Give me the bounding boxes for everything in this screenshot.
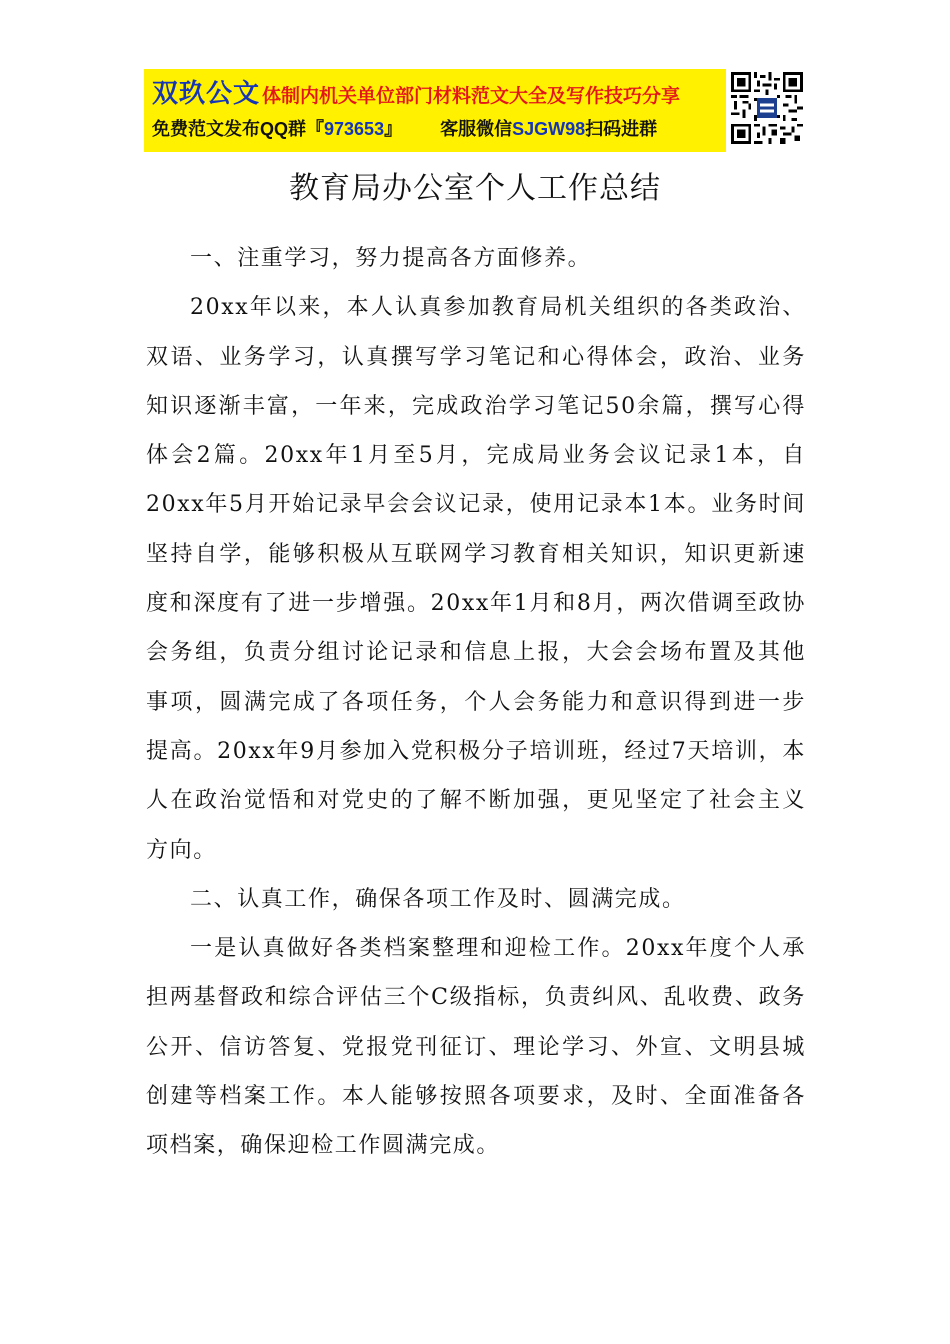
wechat-id: SJGW98 bbox=[512, 119, 586, 139]
qq-group-label: 免费范文发布QQ群『 bbox=[152, 119, 325, 139]
section-heading-study: 一、注重学习，努力提高各方面修养。 bbox=[190, 246, 592, 271]
document-title: 教育局办公室个人工作总结 bbox=[289, 171, 661, 206]
banner-tagline: 体制内机关单位部门材料范文大全及写作技巧分享 bbox=[262, 86, 681, 107]
qr-code-icon[interactable] bbox=[731, 72, 803, 144]
banner-contact bbox=[152, 115, 657, 141]
promo-banner bbox=[144, 69, 726, 152]
paragraph-study: 20xx年以来，本人认真参加教育局机关组织的各类政治、双语、业务学习，认真撰写学习笔记和心得体会，政治、业务知识逐渐丰富，一年来，完成政治学习笔记50余篇，撰写心得体会2篇。20xx年1月至5月，完成局业务会议记录1本，自20xx年5月开始记录早会会议记录，使用记录本1本。业务时间坚持自学，能够积极从互联网学习教育相关知识，知识更新速度和深度有了进一步增强。20xx年1月和8月，两次借调至政协会务组，负责分组讨论记录和信息上报，大会会场布置及其他事项，圆满完成了各项任务，个人会务能力和意识得到进一步提高。20xx年9月参加入党积极分子培训班，经过7天培训，本人在政治觉悟和对党史的了解不断加强，更见坚定了社会主义方向。 bbox=[146, 295, 806, 863]
paragraph-archives: 一是认真做好各类档案整理和迎检工作。20xx年度个人承担两基督政和综合评估三个C级指标，负责纠风、乱收费、政务公开、信访答复、党报党刊征订、理论学习、外宣、文明县城创建等档案工作。本人能够按照各项要求，及时、全面准备各项档案，确保迎检工作圆满完成。 bbox=[146, 936, 806, 1159]
qq-group-suffix: 』 bbox=[384, 119, 403, 139]
wechat-suffix: 扫码进群 bbox=[585, 119, 658, 139]
qq-group-number: 973653 bbox=[324, 119, 385, 139]
wechat-label: 客服微信 bbox=[440, 119, 513, 139]
document-body bbox=[146, 234, 806, 1171]
brand-name: 双玖公文 bbox=[152, 78, 261, 108]
banner-headline bbox=[152, 73, 680, 110]
section-heading-work: 二、认真工作，确保各项工作及时、圆满完成。 bbox=[190, 886, 686, 912]
